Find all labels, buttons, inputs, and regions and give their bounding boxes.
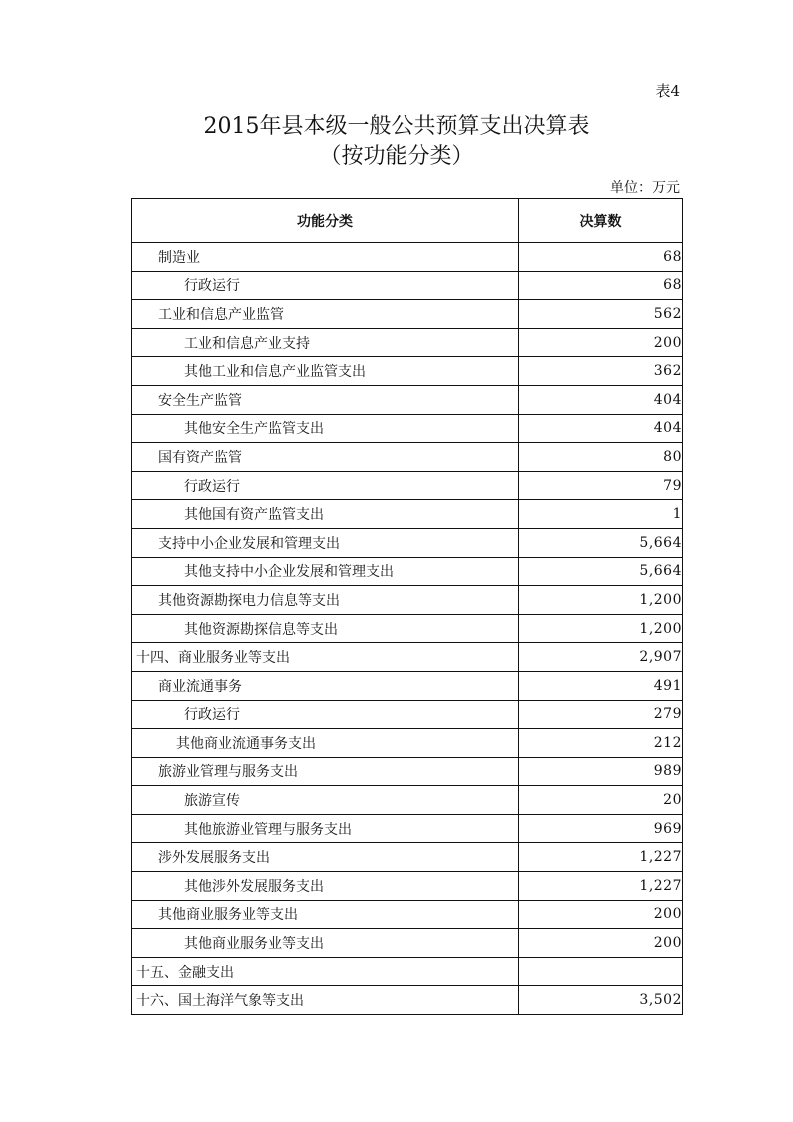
row-category: 安全生产监管 <box>132 385 519 414</box>
table-row <box>132 786 683 815</box>
row-amount: 1,227 <box>519 843 683 872</box>
row-amount: 404 <box>519 385 683 414</box>
row-amount: 404 <box>519 414 683 443</box>
row-amount: 2,907 <box>519 643 683 672</box>
row-amount <box>519 957 683 986</box>
row-amount: 200 <box>519 328 683 357</box>
row-category: 其他商业服务业等支出 <box>132 900 519 929</box>
row-amount: 68 <box>519 243 683 272</box>
table-row <box>132 557 683 586</box>
row-category: 行政运行 <box>132 271 519 300</box>
row-category: 支持中小企业发展和管理支出 <box>132 528 519 557</box>
row-amount: 989 <box>519 757 683 786</box>
row-category: 旅游宣传 <box>132 786 519 815</box>
table-row <box>132 443 683 472</box>
row-category: 旅游业管理与服务支出 <box>132 757 519 786</box>
row-category: 商业流通事务 <box>132 671 519 700</box>
row-amount: 5,664 <box>519 528 683 557</box>
row-amount: 1,200 <box>519 614 683 643</box>
table-row <box>132 986 683 1015</box>
row-category: 其他安全生产监管支出 <box>132 414 519 443</box>
table-row <box>132 271 683 300</box>
row-amount: 1,200 <box>519 586 683 615</box>
table-row <box>132 300 683 329</box>
row-category: 其他涉外发展服务支出 <box>132 872 519 901</box>
row-amount: 1 <box>519 500 683 529</box>
table-row <box>132 385 683 414</box>
table-row <box>132 528 683 557</box>
row-amount: 200 <box>519 900 683 929</box>
row-category: 其他资源勘探电力信息等支出 <box>132 586 519 615</box>
unit-label: 单位：万元 <box>610 180 680 196</box>
table-row <box>132 700 683 729</box>
table-row <box>132 814 683 843</box>
row-amount: 200 <box>519 929 683 958</box>
row-category: 其他支持中小企业发展和管理支出 <box>132 557 519 586</box>
table-row <box>132 900 683 929</box>
budget-table <box>131 198 683 1015</box>
table-row <box>132 929 683 958</box>
row-category: 其他商业流通事务支出 <box>132 729 519 758</box>
row-category: 国有资产监管 <box>132 443 519 472</box>
row-amount: 212 <box>519 729 683 758</box>
row-amount: 3,502 <box>519 986 683 1015</box>
row-category: 行政运行 <box>132 471 519 500</box>
row-category: 工业和信息产业支持 <box>132 328 519 357</box>
table-row <box>132 671 683 700</box>
row-category: 其他商业服务业等支出 <box>132 929 519 958</box>
column-header-category: 功能分类 <box>132 199 519 243</box>
table-row <box>132 757 683 786</box>
row-amount: 969 <box>519 814 683 843</box>
row-category: 其他国有资产监管支出 <box>132 500 519 529</box>
table-row <box>132 729 683 758</box>
row-amount: 20 <box>519 786 683 815</box>
row-amount: 5,664 <box>519 557 683 586</box>
table-row <box>132 357 683 386</box>
table-row <box>132 586 683 615</box>
table-row <box>132 500 683 529</box>
row-amount: 562 <box>519 300 683 329</box>
row-category: 十四、商业服务业等支出 <box>132 643 519 672</box>
column-header-amount: 决算数 <box>519 199 683 243</box>
row-category: 工业和信息产业监管 <box>132 300 519 329</box>
page-title: 2015年县本级一般公共预算支出决算表 <box>203 114 590 139</box>
table-row <box>132 328 683 357</box>
table-row <box>132 872 683 901</box>
table-row <box>132 614 683 643</box>
table-row <box>132 643 683 672</box>
row-amount: 79 <box>519 471 683 500</box>
table-row <box>132 471 683 500</box>
row-amount: 279 <box>519 700 683 729</box>
page-subtitle: （按功能分类） <box>319 144 474 169</box>
row-category: 制造业 <box>132 243 519 272</box>
row-amount: 80 <box>519 443 683 472</box>
row-category: 行政运行 <box>132 700 519 729</box>
table-row <box>132 414 683 443</box>
row-amount: 1,227 <box>519 872 683 901</box>
table-row <box>132 843 683 872</box>
table-row <box>132 957 683 986</box>
row-category: 其他工业和信息产业监管支出 <box>132 357 519 386</box>
row-amount: 362 <box>519 357 683 386</box>
row-amount: 68 <box>519 271 683 300</box>
row-category: 十五、金融支出 <box>132 957 519 986</box>
row-category: 十六、国土海洋气象等支出 <box>132 986 519 1015</box>
row-amount: 491 <box>519 671 683 700</box>
row-category: 其他资源勘探信息等支出 <box>132 614 519 643</box>
row-category: 其他旅游业管理与服务支出 <box>132 814 519 843</box>
table-row <box>132 243 683 272</box>
table-number: 表4 <box>655 82 680 100</box>
header-row <box>132 199 683 243</box>
row-category: 涉外发展服务支出 <box>132 843 519 872</box>
